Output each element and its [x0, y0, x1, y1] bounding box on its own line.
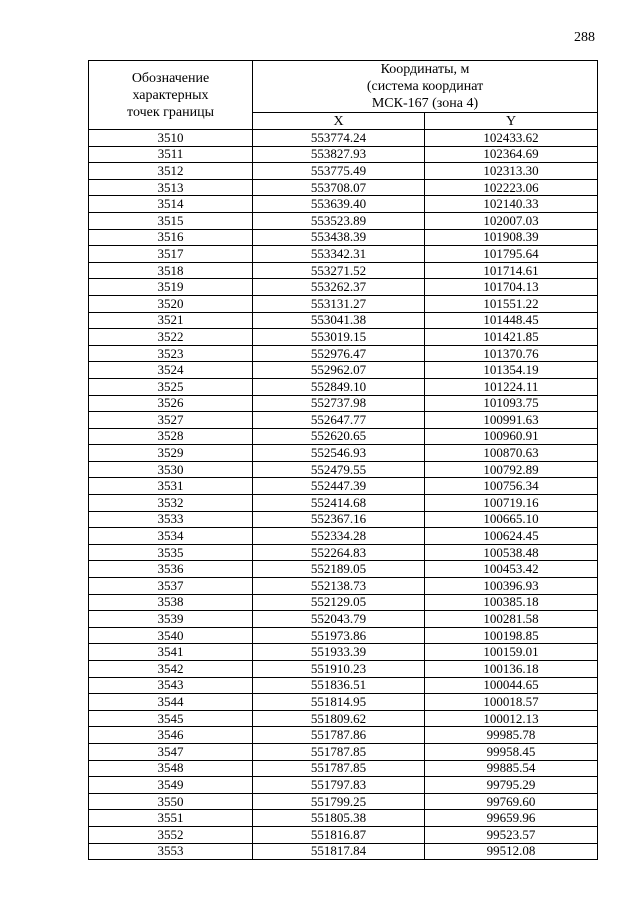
y-coordinate-cell: 102140.33 — [425, 196, 598, 213]
table-row — [89, 179, 598, 196]
y-coordinate-cell: 100960.91 — [425, 428, 598, 445]
table-row — [89, 130, 598, 147]
point-id-cell: 3536 — [89, 561, 253, 578]
x-coordinate-cell: 553523.89 — [253, 212, 425, 229]
y-coordinate-cell: 102433.62 — [425, 130, 598, 147]
header-coordinates-line-2: (система координат — [366, 79, 484, 94]
x-coordinate-cell: 551787.86 — [253, 727, 425, 744]
header-point-label-line-3: точек границы — [127, 104, 214, 120]
point-id-cell: 3534 — [89, 528, 253, 545]
x-coordinate-cell: 553639.40 — [253, 196, 425, 213]
x-coordinate-cell: 552737.98 — [253, 395, 425, 412]
y-coordinate-cell: 101448.45 — [425, 312, 598, 329]
point-id-cell: 3520 — [89, 295, 253, 312]
point-id-cell: 3548 — [89, 760, 253, 777]
point-id-cell: 3523 — [89, 345, 253, 362]
table-row — [89, 677, 598, 694]
x-coordinate-cell: 552849.10 — [253, 378, 425, 395]
x-coordinate-cell: 552129.05 — [253, 594, 425, 611]
table-row — [89, 743, 598, 760]
x-coordinate-cell: 552546.93 — [253, 445, 425, 462]
point-id-cell: 3524 — [89, 362, 253, 379]
table-row — [89, 760, 598, 777]
y-coordinate-cell: 100159.01 — [425, 644, 598, 661]
point-id-cell: 3521 — [89, 312, 253, 329]
y-coordinate-cell: 100396.93 — [425, 578, 598, 595]
point-id-cell: 3514 — [89, 196, 253, 213]
point-id-cell: 3552 — [89, 826, 253, 843]
x-coordinate-cell: 551805.38 — [253, 810, 425, 827]
y-coordinate-cell: 100792.89 — [425, 461, 598, 478]
table-row — [89, 428, 598, 445]
x-coordinate-cell: 551817.84 — [253, 843, 425, 860]
y-coordinate-cell: 100044.65 — [425, 677, 598, 694]
x-coordinate-cell: 551787.85 — [253, 760, 425, 777]
y-coordinate-cell: 101714.61 — [425, 262, 598, 279]
point-id-cell: 3532 — [89, 495, 253, 512]
header-point-label — [89, 61, 253, 130]
table-row — [89, 627, 598, 644]
table-row — [89, 694, 598, 711]
point-id-cell: 3511 — [89, 146, 253, 163]
table-row — [89, 826, 598, 843]
table-row — [89, 478, 598, 495]
point-id-cell: 3553 — [89, 843, 253, 860]
point-id-cell: 3547 — [89, 743, 253, 760]
header-y: Y — [425, 113, 598, 130]
point-id-cell: 3551 — [89, 810, 253, 827]
table-row — [89, 312, 598, 329]
x-coordinate-cell: 552189.05 — [253, 561, 425, 578]
x-coordinate-cell: 551933.39 — [253, 644, 425, 661]
x-coordinate-cell: 552334.28 — [253, 528, 425, 545]
table-row — [89, 229, 598, 246]
x-coordinate-cell: 553271.52 — [253, 262, 425, 279]
table-row — [89, 810, 598, 827]
x-coordinate-cell: 552479.55 — [253, 461, 425, 478]
table-row — [89, 246, 598, 263]
x-coordinate-cell: 552620.65 — [253, 428, 425, 445]
x-coordinate-cell: 552367.16 — [253, 511, 425, 528]
x-coordinate-cell: 551816.87 — [253, 826, 425, 843]
x-coordinate-cell: 551797.83 — [253, 777, 425, 794]
x-coordinate-cell: 552414.68 — [253, 495, 425, 512]
y-coordinate-cell: 100870.63 — [425, 445, 598, 462]
y-coordinate-cell: 99512.08 — [425, 843, 598, 860]
table-row — [89, 212, 598, 229]
x-coordinate-cell: 552647.77 — [253, 412, 425, 429]
y-coordinate-cell: 100665.10 — [425, 511, 598, 528]
y-coordinate-cell: 101093.75 — [425, 395, 598, 412]
y-coordinate-cell: 102364.69 — [425, 146, 598, 163]
table-row — [89, 578, 598, 595]
y-coordinate-cell: 100385.18 — [425, 594, 598, 611]
table-row — [89, 412, 598, 429]
point-id-cell: 3517 — [89, 246, 253, 263]
point-id-cell: 3545 — [89, 710, 253, 727]
y-coordinate-cell: 99985.78 — [425, 727, 598, 744]
point-id-cell: 3533 — [89, 511, 253, 528]
point-id-cell: 3530 — [89, 461, 253, 478]
table-row — [89, 395, 598, 412]
table-row — [89, 378, 598, 395]
x-coordinate-cell: 551836.51 — [253, 677, 425, 694]
header-point-label-line-2: характерных — [132, 87, 209, 103]
point-id-cell: 3516 — [89, 229, 253, 246]
x-coordinate-cell: 553708.07 — [253, 179, 425, 196]
x-coordinate-cell: 553775.49 — [253, 163, 425, 180]
table-row — [89, 528, 598, 545]
x-coordinate-cell: 553438.39 — [253, 229, 425, 246]
x-coordinate-cell: 553131.27 — [253, 295, 425, 312]
y-coordinate-cell: 100991.63 — [425, 412, 598, 429]
table-row — [89, 362, 598, 379]
x-coordinate-cell: 552264.83 — [253, 544, 425, 561]
point-id-cell: 3525 — [89, 378, 253, 395]
header-x: X — [253, 113, 425, 130]
point-id-cell: 3541 — [89, 644, 253, 661]
point-id-cell: 3526 — [89, 395, 253, 412]
table-row — [89, 445, 598, 462]
y-coordinate-cell: 101421.85 — [425, 329, 598, 346]
x-coordinate-cell: 553019.15 — [253, 329, 425, 346]
point-id-cell: 3510 — [89, 130, 253, 147]
point-id-cell: 3538 — [89, 594, 253, 611]
y-coordinate-cell: 99769.60 — [425, 793, 598, 810]
table-row — [89, 279, 598, 296]
x-coordinate-cell: 552962.07 — [253, 362, 425, 379]
table-row — [89, 661, 598, 678]
point-id-cell: 3522 — [89, 329, 253, 346]
y-coordinate-cell: 102223.06 — [425, 179, 598, 196]
y-coordinate-cell: 99885.54 — [425, 760, 598, 777]
point-id-cell: 3529 — [89, 445, 253, 462]
x-coordinate-cell: 551910.23 — [253, 661, 425, 678]
point-id-cell: 3549 — [89, 777, 253, 794]
table-row — [89, 611, 598, 628]
y-coordinate-cell: 100281.58 — [425, 611, 598, 628]
y-coordinate-cell: 99659.96 — [425, 810, 598, 827]
point-id-cell: 3540 — [89, 627, 253, 644]
y-coordinate-cell: 100018.57 — [425, 694, 598, 711]
header-coordinates-line-1: Координаты, м — [380, 62, 470, 77]
y-coordinate-cell: 101551.22 — [425, 295, 598, 312]
table-row — [89, 644, 598, 661]
x-coordinate-cell: 552138.73 — [253, 578, 425, 595]
x-coordinate-cell: 553827.93 — [253, 146, 425, 163]
x-coordinate-cell: 551787.85 — [253, 743, 425, 760]
table-row — [89, 710, 598, 727]
table-row — [89, 594, 598, 611]
point-id-cell: 3518 — [89, 262, 253, 279]
y-coordinate-cell: 101224.11 — [425, 378, 598, 395]
y-coordinate-cell: 101795.64 — [425, 246, 598, 263]
y-coordinate-cell: 101908.39 — [425, 229, 598, 246]
y-coordinate-cell: 99795.29 — [425, 777, 598, 794]
x-coordinate-cell: 552976.47 — [253, 345, 425, 362]
point-id-cell: 3550 — [89, 793, 253, 810]
point-id-cell: 3519 — [89, 279, 253, 296]
point-id-cell: 3528 — [89, 428, 253, 445]
point-id-cell: 3527 — [89, 412, 253, 429]
table-row — [89, 561, 598, 578]
x-coordinate-cell: 551814.95 — [253, 694, 425, 711]
y-coordinate-cell: 100538.48 — [425, 544, 598, 561]
x-coordinate-cell: 553262.37 — [253, 279, 425, 296]
table-body — [89, 130, 598, 860]
x-coordinate-cell: 551809.62 — [253, 710, 425, 727]
y-coordinate-cell: 100719.16 — [425, 495, 598, 512]
table-row — [89, 196, 598, 213]
table-row — [89, 163, 598, 180]
point-id-cell: 3513 — [89, 179, 253, 196]
y-coordinate-cell: 101354.19 — [425, 362, 598, 379]
point-id-cell: 3539 — [89, 611, 253, 628]
x-coordinate-cell: 552447.39 — [253, 478, 425, 495]
point-id-cell: 3542 — [89, 661, 253, 678]
y-coordinate-cell: 100198.85 — [425, 627, 598, 644]
table-header — [89, 61, 598, 130]
header-point-label-line-1: Обозначение — [131, 70, 210, 86]
point-id-cell: 3537 — [89, 578, 253, 595]
y-coordinate-cell: 99958.45 — [425, 743, 598, 760]
table-row — [89, 843, 598, 860]
page-number: 288 — [574, 30, 595, 45]
y-coordinate-cell: 100756.34 — [425, 478, 598, 495]
y-coordinate-cell: 99523.57 — [425, 826, 598, 843]
table-row — [89, 345, 598, 362]
y-coordinate-cell: 101370.76 — [425, 345, 598, 362]
x-coordinate-cell: 553041.38 — [253, 312, 425, 329]
table-row — [89, 146, 598, 163]
table-row — [89, 544, 598, 561]
y-coordinate-cell: 102313.30 — [425, 163, 598, 180]
table-row — [89, 793, 598, 810]
table-row — [89, 495, 598, 512]
table-row — [89, 511, 598, 528]
point-id-cell: 3546 — [89, 727, 253, 744]
table-row — [89, 777, 598, 794]
header-coordinates — [253, 61, 598, 113]
y-coordinate-cell: 102007.03 — [425, 212, 598, 229]
x-coordinate-cell: 551973.86 — [253, 627, 425, 644]
table-row — [89, 295, 598, 312]
x-coordinate-cell: 552043.79 — [253, 611, 425, 628]
table-row — [89, 329, 598, 346]
point-id-cell: 3543 — [89, 677, 253, 694]
table-row — [89, 727, 598, 744]
x-coordinate-cell: 553774.24 — [253, 130, 425, 147]
header-coordinates-line-3: МСК-167 (зона 4) — [371, 96, 479, 111]
point-id-cell: 3531 — [89, 478, 253, 495]
y-coordinate-cell: 101704.13 — [425, 279, 598, 296]
table-row — [89, 262, 598, 279]
y-coordinate-cell: 100012.13 — [425, 710, 598, 727]
x-coordinate-cell: 553342.31 — [253, 246, 425, 263]
point-id-cell: 3535 — [89, 544, 253, 561]
y-coordinate-cell: 100136.18 — [425, 661, 598, 678]
y-coordinate-cell: 100624.45 — [425, 528, 598, 545]
coordinates-table — [88, 60, 598, 860]
table-row — [89, 461, 598, 478]
point-id-cell: 3544 — [89, 694, 253, 711]
point-id-cell: 3512 — [89, 163, 253, 180]
y-coordinate-cell: 100453.42 — [425, 561, 598, 578]
point-id-cell: 3515 — [89, 212, 253, 229]
x-coordinate-cell: 551799.25 — [253, 793, 425, 810]
